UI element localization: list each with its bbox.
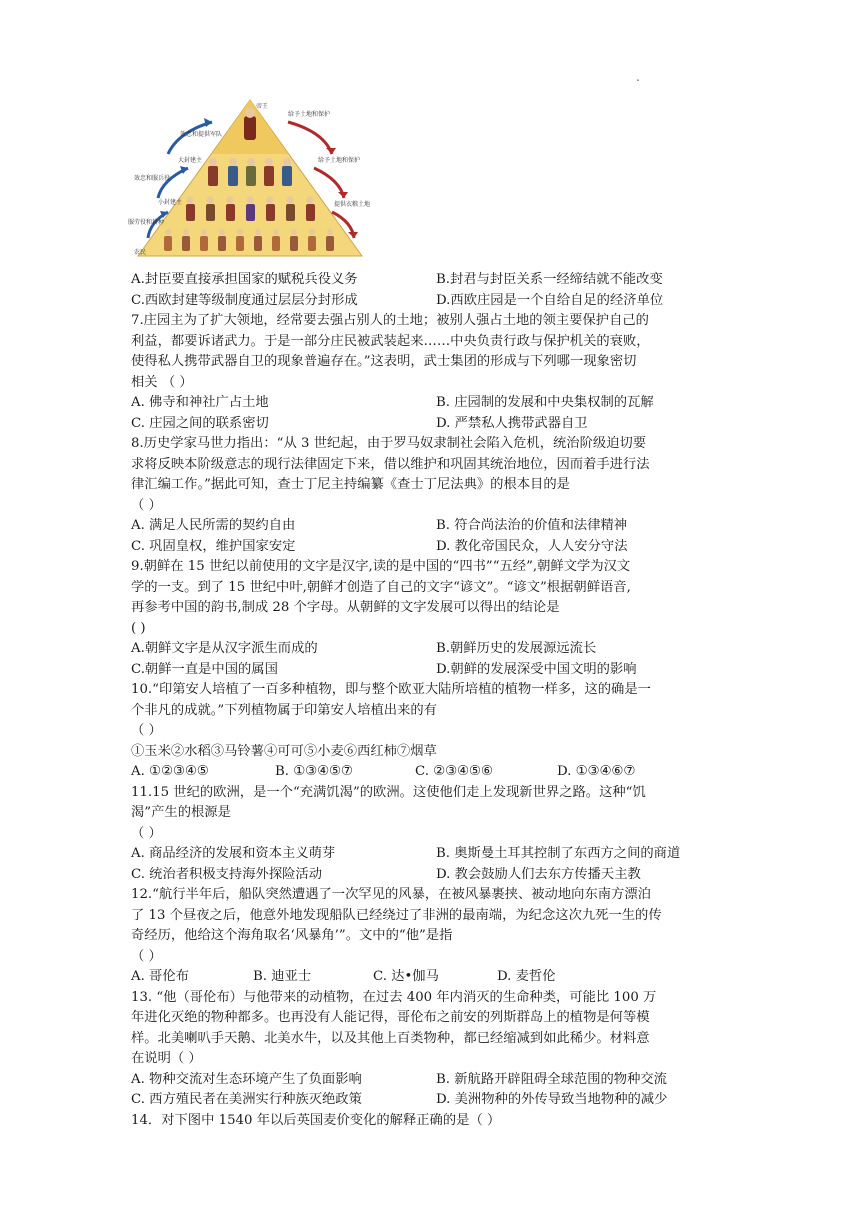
q7-option-a[interactable]: A. 佛寺和神社广占土地 [131,395,269,410]
right-label-1: 给予土地和保护 [288,111,331,118]
q13-options-row2 [131,1090,731,1111]
q9-line-3: 再参考中国的韵书,制成 28 个字母。从朝鲜的文字发展可以得出的结论是 [131,600,560,615]
q8-line-4: （ ） [131,497,162,513]
q8-option-c[interactable]: C. 巩固皇权，维护国家安定 [131,538,296,554]
q12-option-a[interactable]: A. 哥伦布 [131,969,189,984]
q11-line-2: 渴”产生的根源是 [131,805,231,820]
q12-line-2: 了 13 个昼夜之后，他意外地发现船队已经绕过了非洲的最南端，为纪念这次九死一生的传 [131,907,662,923]
q13-line-4: 在说明（ ） [131,1051,202,1066]
q12-line-3: 奇经历，他给这个海角取名‘风暴角’”。文中的“他”是指 [131,928,453,943]
q9-options-row2 [131,660,731,681]
q12-option-b[interactable]: B. 迪亚士 [253,969,312,984]
q7-line-1: 7.庄园主为了扩大领地，经常要去强占别人的土地；被别人强占土地的领主要保护自己的 [131,313,649,328]
q7-option-d[interactable]: D. 严禁私人携带武器自卫 [436,415,588,431]
q12-line-4: （ ） [131,948,162,964]
q12-option-c[interactable]: C. 达•伽马 [373,969,439,984]
q6-option-c[interactable]: C.西欧封建等级制度通过层层分封形成 [131,292,358,308]
q8-option-b[interactable]: B. 符合尚法治的价值和法律精神 [436,518,628,533]
q9-option-b[interactable]: B.朝鲜历史的发展源远流长 [436,641,597,656]
q8-line-2: 求将反映本阶级意志的现行法律固定下来，借以维护和巩固其统治地位，因而着手进行法 [131,456,650,472]
q9-option-d[interactable]: D.朝鲜的发展深受中国文明的影响 [436,661,637,677]
left-label-2: 效忠和服兵役 [134,175,171,182]
q10-option-a[interactable]: A. ①②③④⑤ [131,764,209,779]
q13-option-d[interactable]: D. 美洲物种的外传导致当地物种的减少 [436,1092,668,1107]
q11-option-c[interactable]: C. 统治者积极支持海外探险活动 [131,866,323,882]
q8-option-d[interactable]: D. 教化帝国民众，人人安分守法 [436,538,628,554]
q12-options-row [131,967,731,988]
q13-option-b[interactable]: B. 新航路开辟阻碍全球范围的物种交流 [436,1071,667,1087]
q6-option-a[interactable]: A.封臣要直接承担国家的赋税兵役义务 [131,272,358,287]
q6-option-b[interactable]: B.封君与封臣关系一经缔结就不能改变 [436,272,663,287]
feudal-pyramid-figure [128,96,372,264]
level-emperor: 帝王 [256,103,269,110]
q10-line-2: 个非凡的成就。”下列植物属于印第安人培植出来的有 [131,702,437,718]
q10-options-row [131,762,731,783]
q8-line-3: 律汇编工作。”据此可知，查士丁尼主持编纂《查士丁尼法典》的根本目的是 [131,477,570,492]
q9-options-row1 [131,639,731,660]
q10-option-d[interactable]: D. ①③④⑥⑦ [557,764,636,779]
header-mark: . [636,70,640,84]
q13-line-2: 年进化灭绝的物种都多。也再没有人能记得，哥伦布之前安的列斯群岛上的植物是何等模 [131,1010,650,1025]
q13-line-3: 样。北美喇叭手天鹅、北美水牛，以及其他上百类物种，都已经缩减到如此稀少。材料意 [131,1030,650,1046]
q14-line-1: 14．对下图中 1540 年以后英国麦价变化的解释正确的是（ ） [131,1112,501,1128]
q7-line-2: 利益，都要诉诸武力。于是一部分庄民被武装起来……中央负责行政与保护机关的衰败， [131,333,650,349]
level-peasant: 农民 [134,249,147,256]
q6-options-row1 [131,270,731,291]
right-label-2: 给予土地和保护 [318,157,361,164]
q9-line-4: ( ) [131,620,146,636]
left-label-3: 服劳役和耕种 [128,219,165,226]
q7-options-row2 [131,414,731,435]
q9-line-2: 学的一支。到了 15 世纪中叶,朝鲜才创造了自己的文字“谚文”。“谚文”根据朝鲜语音, [131,579,631,595]
q13-option-a[interactable]: A. 物种交流对生态环境产生了负面影响 [131,1071,362,1087]
q6-option-d[interactable]: D.西欧庄园是一个自给自足的经济单位 [436,292,664,308]
q10-line-1: 10.“印第安人培植了一百多种植物，即与整个欧亚大陆所培植的植物一样多，这的确是一 [131,682,651,697]
q11-options-row2 [131,865,731,886]
q11-options-row1 [131,844,731,865]
q7-line-3: 使得私人携带武器自卫的现象普遍存在。”这表明，武士集团的形成与下列哪一现象密切 [131,354,637,369]
q7-options-row1 [131,393,731,414]
q9-option-a[interactable]: A.朝鲜文字是从汉字派生而成的 [131,641,318,656]
q10-option-c[interactable]: C. ②③④⑤⑥ [415,764,493,779]
q11-option-d[interactable]: D. 教会鼓励人们去东方传播天主教 [436,866,641,882]
level-great-lord: 大封建主 [178,157,203,164]
q10-line-4: ①玉米②水稻③马铃薯④可可⑤小麦⑥西红柿⑦烟草 [131,743,437,759]
q13-options-row1 [131,1070,731,1091]
level-small-lord: 小封建主 [158,199,183,206]
q8-options-row1 [131,516,731,537]
q9-line-1: 9.朝鲜在 15 世纪以前使用的文字是汉字,读的是中国的“四书”“五经”,朝鲜文学为汉文 [131,559,631,574]
q11-line-3: （ ） [131,825,162,841]
q9-option-c[interactable]: C.朝鲜一直是中国的属国 [131,661,278,677]
emperor-figure-icon [244,108,256,140]
q8-line-1: 8.历史学家马世力指出：“从 3 世纪起，由于罗马奴隶制社会陷入危机，统治阶级迫切要 [131,436,647,451]
q13-line-1: 13. “他（哥伦布）与他带来的动植物，在过去 400 年内消灭的生命种类，可能比 100 万 [131,989,657,1005]
q8-option-a[interactable]: A. 满足人民所需的契约自由 [131,518,296,533]
right-label-3: 提供衣粮土地 [334,201,371,208]
q11-line-1: 11.15 世纪的欧洲，是一个“充满饥渴”的欧洲。这使他们走上发现新世界之路。这种“饥 [131,784,646,800]
q10-option-b[interactable]: B. ①③④⑤⑦ [275,764,353,779]
q12-option-d[interactable]: D. 麦哲伦 [497,969,556,984]
q6-options-row2 [131,291,731,312]
q7-line-4: 相关 （ ） [131,374,193,390]
q7-option-c[interactable]: C. 庄园之间的联系密切 [131,415,269,431]
q7-option-b[interactable]: B. 庄园制的发展和中央集权制的瓦解 [436,395,654,410]
q12-line-1: 12.“航行半年后，船队突然遭遇了一次罕见的风暴，在被风暴裹挟、被动地向东南方漂泊 [131,887,651,902]
left-label-1: 效忠和提供军队 [180,131,223,138]
q13-option-c[interactable]: C. 西方殖民者在美洲实行种族灭绝政策 [131,1092,362,1107]
q8-options-row2 [131,537,731,558]
q11-option-b[interactable]: B. 奥斯曼土耳其控制了东西方之间的商道 [436,846,681,861]
question-text [131,270,731,1131]
q11-option-a[interactable]: A. 商品经济的发展和资本主义萌芽 [131,846,336,861]
q10-line-3: （ ） [131,723,162,738]
